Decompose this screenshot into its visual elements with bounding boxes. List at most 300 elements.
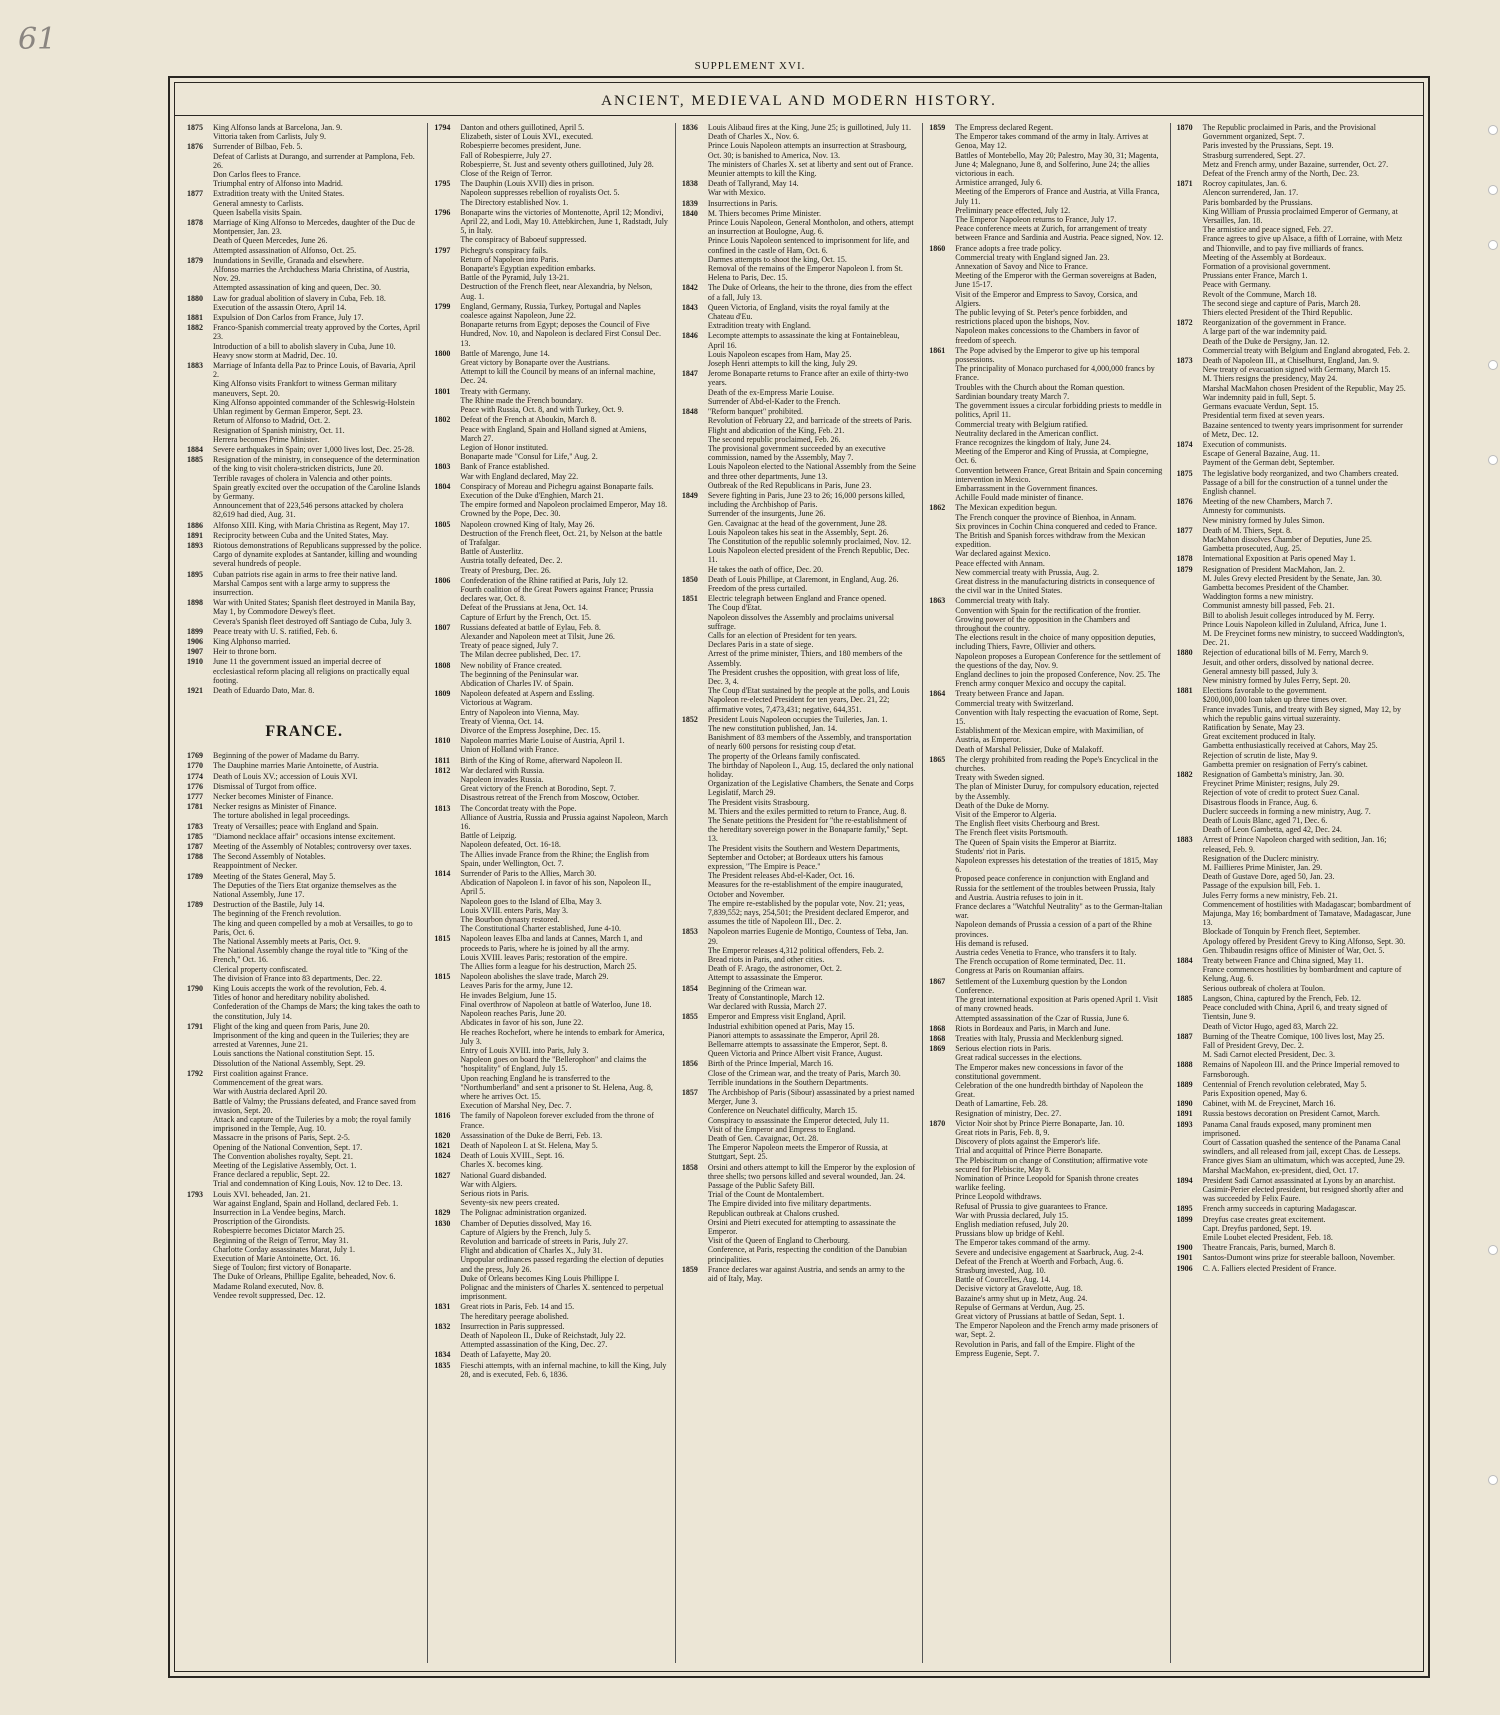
entry-text: [1203, 835, 1411, 955]
entry-text: [1203, 1253, 1411, 1262]
entry-event: Treaty between France and China signed, May 11.: [1202, 956, 1364, 966]
entry-text: [213, 598, 421, 626]
entry-text: [955, 1034, 1163, 1043]
entry-event: Prussians enter France, March 1.: [1202, 271, 1308, 281]
entry-event: Bank of France established.: [460, 462, 550, 472]
entry-event: Congress at Paris on Roumanian affairs.: [955, 966, 1084, 976]
entry-event: Revolution in Paris, and fall of the Empire. Flight of the Empress Eugenie, Sept. 7.: [955, 1339, 1135, 1358]
entry-event: Death of Queen Mercedes, June 26.: [213, 236, 328, 246]
entry-event: Louis Alibaud fires at the King, June 25; is guillotined, July 11.: [707, 123, 912, 132]
entry-event: Return of Alfonso to Madrid, Oct. 2.: [213, 416, 331, 426]
entry-year: 1853: [681, 927, 698, 937]
entry-event: New treaty of evacuation signed with Germany, March 15.: [1202, 365, 1391, 375]
entry-event: Divorce of the Empress Josephine, Dec. 15.: [460, 726, 601, 735]
entry-event: Announcement that of 223,546 persons attacked by cholera 82,619 had died, Aug. 31.: [213, 501, 404, 520]
entry-event: Armistice arranged, July 6.: [955, 178, 1043, 188]
entry-event: War with England declared, May 22.: [460, 471, 579, 481]
entry-event: The Second Assembly of Notables.: [213, 852, 326, 862]
entry-event: Extradition treaty with the United States.: [213, 189, 345, 199]
entry-event: The Convention abolishes royalty, Sept. 21.: [213, 1151, 353, 1161]
history-entry: [434, 623, 668, 660]
entry-event: International Exposition at Paris opened May 1.: [1202, 554, 1356, 564]
entry-event: The ministers of Charles X. set at liberty and sent out of France.: [707, 159, 914, 169]
entry-event: M. De Freycinet forms new ministry, to succeed Waddington's, Dec. 21.: [1202, 628, 1405, 648]
entry-event: Langson, China, captured by the French, Feb. 12.: [1202, 993, 1361, 1003]
entry-text: [213, 792, 421, 801]
entry-year: 1846: [681, 331, 698, 341]
entry-event: Bread riots in Paris, and other cities.: [707, 955, 825, 965]
entry-event: His demand is refused.: [955, 938, 1029, 948]
entry-year: 1796: [434, 207, 451, 217]
entry-event: Louis Napoleon elected to the National Assembly from the Seine and three other departments, June 13.: [707, 462, 916, 481]
entry-event: Joseph Henri attempts to kill the king, July 29.: [707, 359, 858, 369]
column-4: [922, 123, 1169, 1663]
entry-event: Imprisonment of the king and queen in the Tuileries; they are arrested at Varennes, June 21.: [213, 1031, 409, 1050]
entry-event: He takes the oath of office, Dec. 20.: [707, 564, 824, 574]
history-entry: [434, 415, 668, 461]
entry-event: Republican outbreak at Chalons crushed.: [707, 1208, 840, 1218]
entry-event: Reorganization of the government in France.: [1202, 318, 1346, 328]
entry-event: Great excitement produced in Italy.: [1202, 732, 1316, 742]
entry-event: Confederation of the Champs de Mars; the king takes the oath to the constitution, July 14.: [213, 1002, 420, 1021]
entry-event: Conspiracy to assassinate the Emperor detected, July 11.: [707, 1115, 890, 1125]
entry-event: Emperor and Empress visit England, April.: [707, 1012, 846, 1022]
entry-event: Opening of the National Convention, Sept. 17.: [213, 1142, 363, 1152]
history-entry: [187, 361, 421, 444]
history-entry: [682, 1059, 916, 1087]
entry-event: Necker resigns as Minister of Finance.: [213, 802, 337, 812]
entry-event: Legion of Honor instituted.: [460, 442, 548, 452]
entry-event: Death of F. Arago, the astronomer, Oct. 2.: [707, 964, 842, 974]
history-entry: [434, 1361, 668, 1379]
history-entry: [1177, 648, 1411, 685]
history-entry: [434, 123, 668, 178]
entry-event: Blockade of Tonquin by French fleet, September.: [1202, 927, 1361, 937]
entry-event: Amnesty for communists.: [1202, 506, 1286, 516]
entry-event: The king and queen compelled by a mob at Versailles, to go to Paris, Oct. 6.: [213, 918, 413, 937]
entry-event: The Emperor Napoleon meets the Emperor of Russia, at Stuttgart, Sept. 25.: [707, 1143, 888, 1162]
entry-event: The Queen of Spain visits the Emperor at Biarritz.: [955, 837, 1117, 847]
entry-text: [1203, 1060, 1411, 1078]
entry-year: 1811: [434, 755, 450, 765]
column-5: [1170, 123, 1417, 1663]
entry-year: 1770: [187, 761, 203, 771]
entry-event: Battles of Montebello, May 20; Palestro, May 30, 31; Magenta, June 4; Malegnano, June 8, and Solferino, June 24; the allies victorious in each.: [955, 150, 1159, 179]
entry-year: 1854: [681, 983, 698, 993]
history-entry: [434, 1171, 668, 1208]
entry-event: Commercial treaty with Belgium and England abrogated, Feb. 2.: [1202, 345, 1410, 355]
entry-event: Treaty of peace signed, July 7.: [460, 641, 559, 651]
entry-year: 1879: [1176, 564, 1193, 574]
entry-event: Clerical property confiscated.: [213, 964, 308, 974]
history-entry: [187, 598, 421, 626]
entry-event: Treaty of Presburg, Dec. 26.: [460, 565, 551, 575]
entry-event: Battle of Valmy; the Prussians defeated, and France saved from invasion, Sept. 20.: [213, 1096, 416, 1115]
entry-event: Battle of Leipzig.: [460, 831, 517, 841]
history-entry: [929, 1119, 1163, 1358]
entry-event: The Emperor releases 4,312 political offenders, Feb. 2.: [707, 945, 884, 955]
history-entry: [187, 772, 421, 781]
entry-year: 1887: [1176, 1031, 1193, 1041]
entry-event: Passage of the Public Safety Bill.: [707, 1180, 815, 1190]
history-entry: [1177, 179, 1411, 317]
entry-event: King Alphonso married.: [213, 636, 291, 646]
entry-event: Russians defeated at battle of Eylau, Feb. 8.: [460, 622, 601, 632]
entry-event: Visit of the Emperor to Algeria.: [955, 810, 1057, 820]
entry-event: Marriage of King Alfonso to Mercedes, daughter of the Duc de Montpensier, Jan. 23.: [213, 218, 415, 237]
history-entry: [1177, 123, 1411, 178]
history-entry: [682, 179, 916, 197]
entry-year: 1884: [187, 444, 203, 454]
entry-event: Cevera's Spanish fleet destroyed off Santiago de Cuba, July 3.: [213, 616, 412, 626]
entry-event: Panama Canal frauds exposed, many prominent men imprisoned.: [1202, 1119, 1372, 1138]
entry-event: Annexation of Savoy and Nice to France.: [955, 262, 1088, 272]
entry-event: Peace with England, Spain and Holland signed at Amiens, March 27.: [460, 424, 647, 443]
entry-event: The President releases Abd-el-Kader, Oct. 16.: [707, 871, 855, 881]
entry-event: Waddington forms a new ministry.: [1202, 592, 1314, 602]
history-entry: [1177, 469, 1411, 497]
entry-year: 1774: [187, 771, 203, 781]
entry-event: The hereditary peerage abolished.: [460, 1311, 569, 1321]
entry-year: 1883: [187, 361, 203, 371]
history-entry: [187, 647, 421, 656]
entry-event: Treaty of Versailles; peace with England and Spain.: [213, 821, 379, 831]
entry-text: [708, 199, 916, 208]
entry-event: Insurrection in La Vendee begins, March.: [213, 1207, 346, 1217]
entry-event: War with Algiers.: [460, 1179, 517, 1189]
history-entry: [434, 1151, 668, 1169]
entry-event: Chamber of Deputies dissolved, May 16.: [460, 1218, 592, 1228]
entry-event: Convention with Italy respecting the evacuation of Rome, Sept. 15.: [955, 707, 1159, 726]
entry-event: The birthday of Napoleon I., Aug. 15, declared the only national holiday.: [707, 760, 914, 780]
entry-text: [708, 715, 916, 927]
history-entry: [187, 1069, 421, 1189]
entry-event: The Emperor makes new concessions in favor of the constitutional government.: [955, 1062, 1124, 1081]
entry-event: Death of Gen. Cavaignac, Oct. 28.: [707, 1133, 819, 1143]
entry-event: Jules Ferry forms a new ministry, Feb. 21.: [1202, 890, 1338, 900]
entry-event: Napoleon makes concessions to the Chambers in favor of freedom of speech.: [955, 326, 1140, 345]
entry-event: Beginning of the Crimean war.: [707, 983, 807, 993]
entry-event: War declared with Russia, March 27.: [707, 1002, 827, 1012]
history-entry: [187, 218, 421, 255]
entry-year: 1859: [681, 1264, 698, 1274]
entry-event: Franco-Spanish commercial treaty approved by the Cortes, April 23.: [213, 323, 421, 342]
entry-text: [460, 576, 668, 622]
entry-event: Riots in Bordeaux and Paris, in March and June.: [955, 1023, 1111, 1033]
entry-text: [460, 482, 668, 519]
entry-event: Remains of Napoleon III. and the Prince Imperial removed to Farnsborough.: [1202, 1060, 1400, 1079]
entry-event: King Louis accepts the work of the revolution, Feb. 4.: [213, 984, 387, 994]
history-entry: [682, 927, 916, 982]
entry-event: General amnesty bill passed, July 3.: [1202, 666, 1318, 676]
entry-event: The Emperor Napoleon and the French army made prisoners of war, Sept. 2.: [955, 1321, 1159, 1340]
entry-year: 1899: [187, 626, 203, 636]
history-entry: [682, 1265, 916, 1283]
entry-text: [708, 283, 916, 301]
entry-event: Orsini and others attempt to kill the Emperor by the explosion of three shells; two persons killed and several wounded, Jan. 24.: [707, 1162, 916, 1181]
entry-event: Defeat of the Prussians at Jena, Oct. 14.: [460, 603, 588, 613]
history-entry: [434, 1131, 668, 1140]
entry-event: Great radical successes in the elections.: [955, 1053, 1082, 1063]
entry-event: Death of Tallyrand, May 14.: [707, 179, 799, 189]
history-entry: [1177, 1032, 1411, 1060]
entry-year: 1885: [1176, 993, 1193, 1003]
entry-event: Freycinet Prime Minister; resigns, July 29.: [1202, 779, 1340, 789]
entry-event: "Diamond necklace affair" occasions intense excitement.: [213, 831, 396, 841]
entry-event: Banishment of 83 members of the Assembly, and transportation of nearly 600 persons for resisting coup d'etat.: [707, 733, 912, 752]
entry-event: Death of Louis Phillipe, at Claremont, in England, Aug. 26.: [707, 574, 899, 584]
entry-year: 1843: [681, 302, 698, 312]
entry-event: Extradition treaty with England.: [707, 321, 811, 331]
entry-event: Titles of honor and hereditary nobility abolished.: [213, 993, 370, 1003]
entry-year: 1816: [434, 1111, 451, 1121]
history-entry: [682, 283, 916, 301]
entry-year: 1789: [187, 900, 203, 910]
entry-year: 1793: [187, 1189, 203, 1199]
history-entry: [434, 804, 668, 868]
entry-text: [1203, 469, 1411, 497]
entry-event: Students' riot in Paris.: [955, 846, 1026, 856]
entry-event: President Sadi Carnot assassinated at Lyons by an anarchist.: [1202, 1175, 1396, 1185]
history-entry: [929, 244, 1163, 345]
entry-event: Death of Charles X., Nov. 6.: [707, 132, 800, 142]
entry-event: Spain greatly excited over the occupation of the Caroline Islands by Germany.: [213, 482, 421, 501]
entry-event: Cargo of dynamite explodes at Santander, killing and wounding several hundreds of people.: [213, 550, 418, 569]
entry-event: Payment of the German debt, September.: [1202, 458, 1335, 468]
entry-year: 1873: [1176, 356, 1193, 366]
history-entry: [1177, 526, 1411, 554]
entry-event: The government issues a circular forbidding priests to meddle in politics, April 11.: [955, 401, 1162, 420]
entry-event: Emile Loubet elected President, Feb. 18.: [1202, 1232, 1333, 1242]
entry-year: 1895: [187, 569, 203, 579]
entry-year: 1813: [434, 803, 451, 813]
entry-event: Napoleon invades Russia.: [460, 775, 544, 785]
entry-event: M. Thiers and the exiles permitted to return to France, Aug. 8.: [707, 806, 907, 816]
history-entry: [1177, 318, 1411, 355]
entry-text: [955, 755, 1163, 976]
entry-event: Battle of Courcelles, Aug. 14.: [955, 1275, 1051, 1285]
entry-event: Revolution and barricade of streets in Paris, July 27.: [460, 1236, 628, 1246]
history-entry: [434, 766, 668, 803]
entry-text: [708, 1059, 916, 1087]
entry-text: [460, 415, 668, 461]
entry-year: 1880: [187, 293, 203, 303]
entry-event: Rejection of vote of credit to protect Suez Canal.: [1202, 788, 1360, 798]
entry-event: Proscription of the Girondists.: [213, 1217, 310, 1227]
history-entry: [434, 736, 668, 754]
entry-event: President Louis Napoleon occupies the Tuileries, Jan. 1.: [707, 714, 888, 724]
history-entry: [187, 455, 421, 519]
entry-event: The Empire divided into five military departments.: [707, 1199, 872, 1209]
entry-event: Confederation of the Rhine ratified at Paris, July 12.: [460, 575, 628, 585]
entry-event: The empire re-established by the popular vote, Nov. 21; yeas, 7,839,552; nays, 254,501; the President declared Emperor, and assumes the title of Napoleon III., Dec. 2.: [707, 898, 909, 927]
history-entry: [1177, 1253, 1411, 1262]
history-entry: [187, 872, 421, 900]
entry-event: Commercial treaty with Belgium ratified.: [955, 419, 1088, 429]
history-entry: [434, 1111, 668, 1129]
history-entry: [929, 1024, 1163, 1033]
entry-year: 1875: [187, 123, 203, 132]
entry-event: France adopts a free trade policy.: [955, 243, 1062, 253]
entry-event: The Emperor takes command of the army.: [955, 1238, 1090, 1248]
entry-event: Victorious at Wagram.: [460, 698, 533, 708]
section-heading-france: FRANCE.: [265, 723, 344, 741]
entry-event: The Duke of Orleans, Phillipe Egalite, beheaded, Nov. 6.: [213, 1272, 396, 1282]
entry-event: Gen. Cavaignac at the head of the government, June 28.: [707, 518, 887, 528]
history-entry: [187, 256, 421, 293]
entry-event: Attempt to kill the Council by means of an infernal machine, Dec. 24.: [460, 367, 656, 386]
entry-event: The Empress declared Regent.: [955, 123, 1053, 132]
entry-event: Meunier attempts to kill the King.: [707, 169, 817, 179]
entry-event: Flight and abdication of the King, Feb. 21.: [707, 425, 845, 435]
entry-event: Napoleon defeated at Aspern and Essling.: [460, 689, 595, 699]
history-entry: [1177, 686, 1411, 769]
binding-holes: [1490, 0, 1500, 1715]
entry-text: [1203, 1176, 1411, 1204]
entry-event: Meeting of the Assembly at Bordeaux.: [1202, 252, 1327, 262]
history-entry: [187, 531, 421, 540]
entry-text: [460, 1350, 668, 1359]
entry-event: Orsini and Pietri executed for attempting to assassinate the Emperor.: [707, 1217, 896, 1236]
entry-year: 1890: [1176, 1099, 1193, 1109]
entry-event: Meeting of the Emperor and King of Prussia, at Compiegne, Oct. 6.: [955, 447, 1149, 466]
history-entry: [434, 576, 668, 622]
entry-event: Napoleon leaves Elba and lands at Cannes, March 1, and proceeds to Paris, where he is joined by all the army.: [460, 934, 643, 953]
entry-event: The French fleet visits Portsmouth.: [955, 828, 1068, 838]
entry-event: Rejection of educational bills of M. Ferry, March 9.: [1202, 648, 1369, 658]
entry-event: War against England, Spain and Holland, declared Feb. 1.: [213, 1198, 399, 1208]
history-entry: [1177, 1264, 1411, 1273]
entry-event: Commencement of the great wars.: [213, 1078, 323, 1088]
entry-year: 1870: [929, 1118, 946, 1128]
history-entry: [434, 302, 668, 348]
entry-event: The Republic proclaimed in Paris, and the Provisional Government organized, Sept. 7.: [1202, 123, 1376, 142]
entry-event: Duke of Orleans becomes King Louis Phillippe I.: [460, 1273, 620, 1283]
entry-text: [708, 1088, 916, 1162]
entry-event: The armistice and peace signed, Feb. 27.: [1202, 225, 1334, 235]
entry-event: Bazaine sentenced to twenty years imprisonment for surrender of Metz, Dec. 12.: [1202, 420, 1403, 439]
entry-event: Napoleon defeated, Oct. 16-18.: [460, 840, 561, 850]
entry-event: Ratification by Senate, May 23.: [1202, 723, 1305, 732]
entry-text: [1203, 686, 1411, 769]
entry-year: 1776: [187, 781, 203, 791]
entry-text: [460, 736, 668, 754]
entry-year: 1810: [434, 736, 451, 746]
entry-text: [955, 123, 1163, 243]
entry-event: Paris bombarded by the Prussians.: [1202, 197, 1313, 207]
entry-event: Napoleon expresses his detestation of the treaties of 1815, May 6.: [955, 856, 1158, 875]
entry-year: 1851: [681, 594, 698, 604]
entry-year: 1830: [434, 1218, 451, 1228]
entry-event: Prince Louis Napoleon, General Montholon, and others, attempt an insurrection at Boulogne, Aug. 6.: [707, 218, 914, 237]
entry-text: [1203, 994, 1411, 1031]
entry-year: 1860: [929, 243, 946, 253]
entry-event: The President visits the Southern and Western Departments, September and October; at Bordeaux utters his famous expression, "The Empire is Peace.": [707, 843, 900, 872]
entry-year: 1791: [187, 1021, 203, 1031]
entry-year: 1806: [434, 575, 451, 585]
entry-event: Presidential term fixed at seven years.: [1202, 411, 1325, 421]
columns-container: [181, 123, 1417, 1663]
history-entry: [187, 142, 421, 188]
entry-event: English mediation refused, July 20.: [955, 1219, 1069, 1229]
entry-event: Great riots in Paris, Feb. 8, 9.: [955, 1127, 1050, 1137]
history-entry: [187, 686, 421, 695]
entry-text: [213, 657, 421, 685]
entry-event: England declines to join the proposed Conference, Nov. 25. The French army conquer Mexico and occupy the capital.: [955, 669, 1161, 689]
entry-text: [213, 294, 421, 312]
entry-event: Assassination of the Duke de Berri, Feb. 13.: [460, 1130, 603, 1140]
entry-text: [213, 123, 421, 141]
entry-year: 1800: [434, 348, 451, 358]
entry-text: [1203, 1099, 1411, 1108]
entry-event: Visit of the Emperor and Empress to Savoy, Corsica, and Algiers.: [955, 289, 1138, 308]
entry-event: Introduction of a bill to abolish slavery in Cuba, June 10.: [213, 341, 396, 351]
entry-event: Louis sanctions the National constitution Sept. 15.: [213, 1049, 375, 1059]
entry-event: Decisive victory at Gravelotte, Aug. 18.: [955, 1284, 1083, 1294]
history-entry: [187, 323, 421, 360]
entry-text: [460, 123, 668, 178]
entry-text: [213, 218, 421, 255]
entry-event: Communist amnesty bill passed, Feb. 21.: [1202, 601, 1335, 611]
history-entry: [929, 1044, 1163, 1118]
history-entry: [434, 387, 668, 415]
entry-event: New ministry formed by Jules Ferry, Sept. 20.: [1202, 675, 1351, 685]
entry-event: Abdication of Napoleon I. in favor of his son, Napoleon II., April 5.: [460, 878, 652, 897]
entry-event: Theatre Francais, Paris, burned, March 8.: [1202, 1243, 1336, 1253]
history-entry: [434, 934, 668, 971]
entry-event: Fall of President Grevy, Dec. 2.: [1202, 1040, 1304, 1050]
entry-event: Trial and condemnation of King Louis, Nov. 12 to Dec. 13.: [213, 1179, 403, 1189]
history-entry: [187, 822, 421, 831]
entry-event: Execution of communists.: [1202, 439, 1287, 449]
entry-event: Disastrous floods in France, Aug. 6.: [1202, 797, 1318, 807]
entry-event: M. Thiers resigns the presidency, May 24.: [1202, 374, 1338, 384]
entry-event: Convention between France, Great Britain and Spain concerning intervention in Mexico.: [955, 465, 1163, 484]
history-entry: [434, 1141, 668, 1150]
entry-event: Prince Leopold withdraws.: [955, 1192, 1042, 1202]
entry-text: [460, 766, 668, 803]
entry-event: The Duke of Orleans, the heir to the throne, dies from the effect of a fall, July 13.: [707, 283, 913, 302]
entry-event: Paris Exposition opened, May 6.: [1202, 1088, 1308, 1098]
entry-event: Commercial treaty with Italy.: [955, 596, 1050, 606]
entry-event: Napoleon suppresses rebellion of royalists Oct. 5.: [460, 188, 620, 198]
entry-event: Industrial exhibition opened at Paris, May 15.: [707, 1021, 855, 1031]
entry-year: 1789: [187, 871, 203, 881]
entry-event: Discovery of plots against the Emperor's life.: [955, 1137, 1100, 1147]
entry-event: The principality of Monaco purchased for 4,000,000 francs by France.: [955, 364, 1155, 383]
entry-text: [460, 804, 668, 868]
entry-event: Resignation of the Duclerc ministry.: [1202, 853, 1319, 863]
history-entry: [682, 1088, 916, 1162]
entry-event: Abdicates in favor of his son, June 22.: [460, 1018, 584, 1028]
entry-event: The division of France into 83 departments, Dec. 22.: [213, 973, 383, 983]
entry-event: Law for gradual abolition of slavery in Cuba, Feb. 18.: [213, 293, 386, 303]
entry-event: The French occupation of Rome terminated, Dec. 11.: [955, 957, 1126, 967]
entry-year: 1777: [187, 792, 203, 801]
entry-text: [460, 934, 668, 971]
entry-year: 1855: [681, 1012, 698, 1022]
entry-year: 1893: [1176, 1119, 1193, 1129]
entry-year: 1894: [1176, 1175, 1193, 1185]
entry-event: Santos-Dumont wins prize for steerable balloon, November.: [1202, 1253, 1396, 1263]
entry-text: [213, 142, 421, 188]
entry-year: 1864: [929, 689, 946, 699]
entry-text: [955, 689, 1163, 753]
entry-event: The great international exposition at Paris opened April 1. Visit of many crowned heads.: [955, 995, 1158, 1014]
entry-event: Trial and acquittal of Prince Pierre Bonaparte.: [955, 1146, 1103, 1156]
history-entry: [434, 482, 668, 519]
history-entry: [187, 842, 421, 851]
